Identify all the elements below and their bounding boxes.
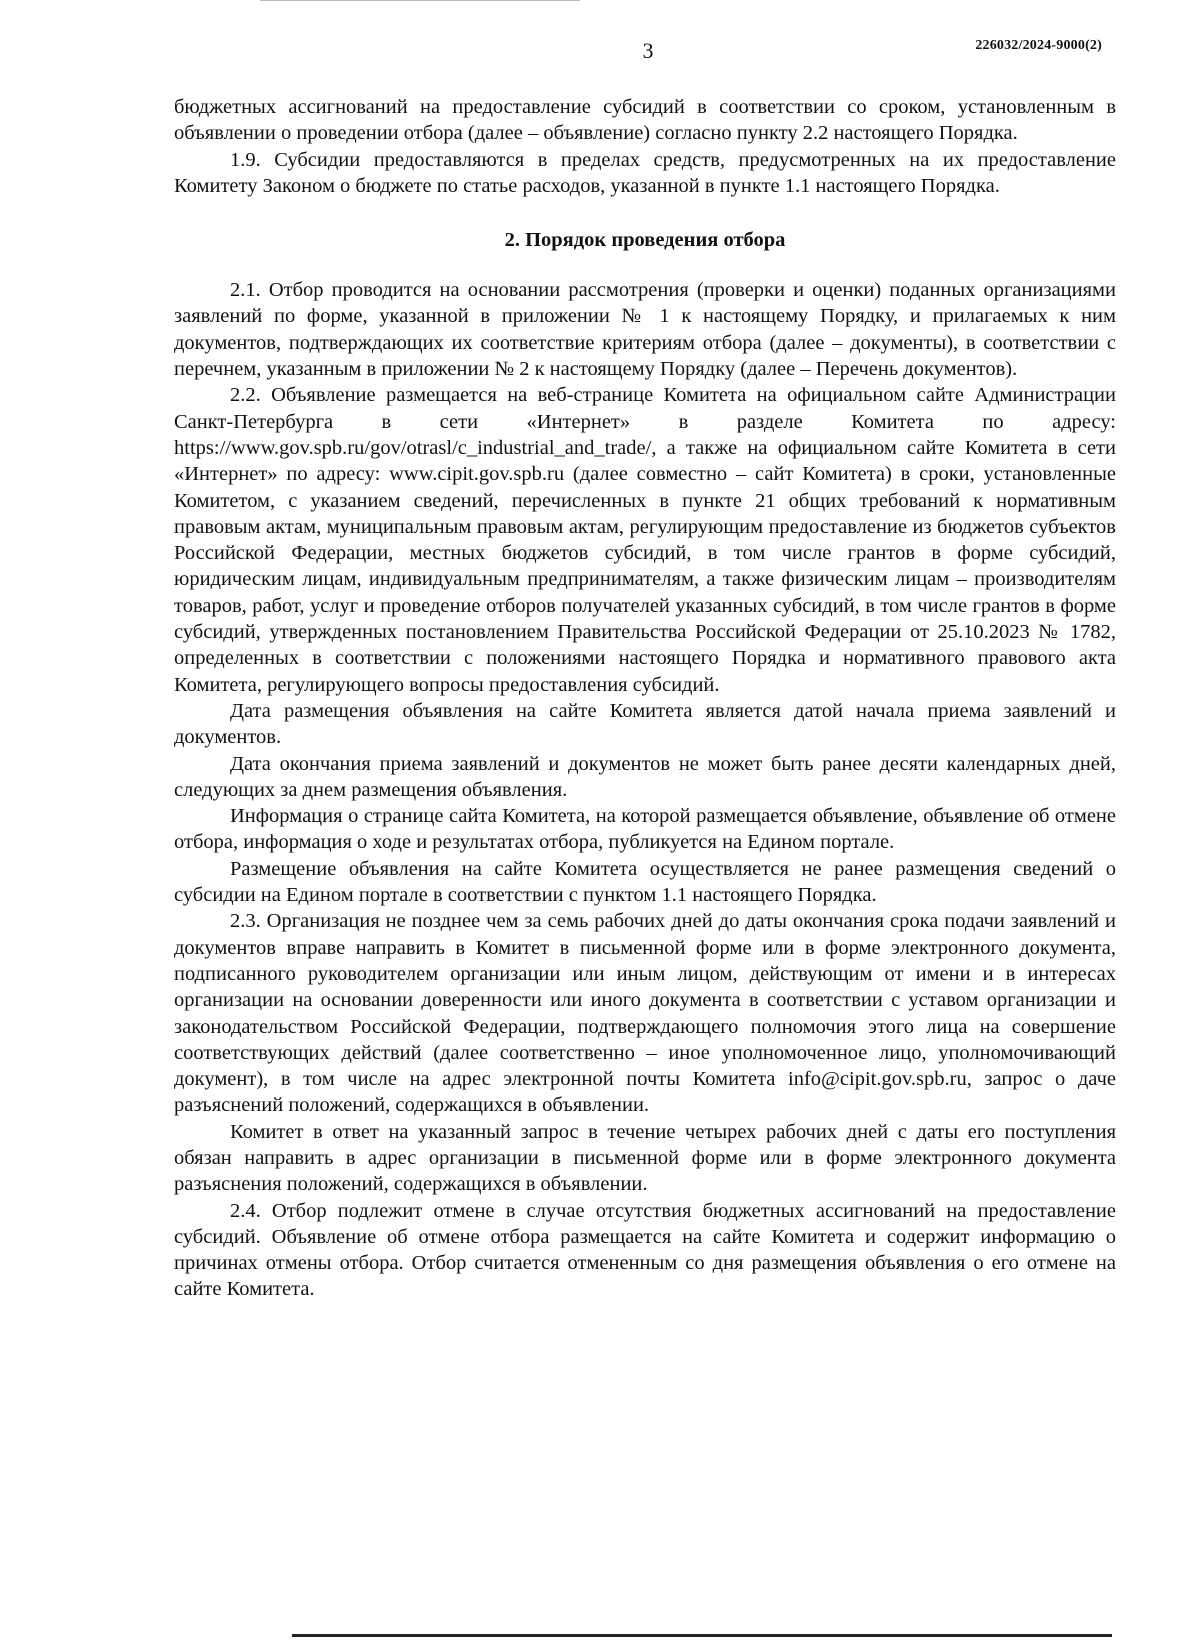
scan-edge-line (260, 0, 580, 1)
paragraph: Дата окончания приема заявлений и документов не может быть ранее десяти календарных дней, следующих за днем размещения объявления. (174, 752, 1116, 801)
scan-bottom-edge (292, 1634, 1112, 1637)
paragraph-2-3: 2.3. Организация не позднее чем за семь рабочих дней до даты окончания срока подачи заявлений и документов вправе направить в Комитет в письменной форме или в форме электронного документа, подписанного руководителем организации или иным лицом, действующим от имени и в интересах организации на основании доверенности или иного документа в соответствии с уставом организации и законодательством Российской Федерации, подтверждающего полномочия этого лица на совершение соответствующих действий (далее соответственно – иное уполномоченное лицо, уполномочивающий документ), в том числе на адрес электронной почты Комитета info@cipit.gov.spb.ru, запрос о даче разъяснений положений, содержащихся в объявлении. (174, 910, 1116, 1117)
paragraph-2-1: 2.1. Отбор проводится на основании рассмотрения (проверки и оценки) поданных организациями заявлений по форме, указанной в приложении № 1 к настоящему Порядку, и прилагаемых к ним документов, подтверждающих их соответствие критериям отбора (далее – документы), в соответствии с перечнем, указанным в приложении № 2 к настоящему Порядку (далее – Перечень документов). (174, 279, 1116, 381)
document-id: 226032/2024-9000(2) (975, 38, 1102, 53)
paragraph: Информация о странице сайта Комитета, на которой размещается объявление, объявление об отмене отбора, информация о ходе и результатах отбора, публикуется на Едином портале. (174, 805, 1116, 854)
paragraph: Комитет в ответ на указанный запрос в течение четырех рабочих дней с даты его поступления обязан направить в адрес организации в письменной форме или в форме электронного документа разъяснения положений, содержащихся в объявлении. (174, 1120, 1116, 1196)
paragraph-1-9: 1.9. Субсидии предоставляются в пределах средств, предусмотренных на их предоставление Комитету Законом о бюджете по статье расходов, указанной в пункте 1.1 настоящего Порядка. (174, 148, 1116, 197)
paragraph: Размещение объявления на сайте Комитета осуществляется не ранее размещения сведений о субсидии на Едином портале в соответствии с пунктом 1.1 настоящего Порядка. (174, 857, 1116, 907)
section-title: 2. Порядок проведения отбора (504, 229, 786, 252)
paragraph: Дата размещения объявления на сайте Комитета является датой начала приема заявлений и документов. (174, 699, 1116, 749)
page-number: 3 (642, 38, 654, 63)
paragraph-2-2: 2.2. Объявление размещается на веб-странице Комитета на официальном сайте Администрации Санкт-Петербурга в сети «Интернет» в разделе Комитета по адресу: https://www.gov.spb.ru/gov/otrasl/c_industrial_and_trade/, а также на официальном сайте Комитета в сети «Интернет» по адресу: www.cipit.gov.spb.ru (далее совместно – сайт Комитета) в сроки, установленные Комитетом, с указанием сведений, перечисленных в пункте 21 общих требований к нормативным правовым актам, муниципальным правовым актам, регулирующим предоставление из бюджетов субъектов Российской Федерации, местных бюджетов субсидий, в том числе грантов в форме субсидий, юридическим лицам, индивидуальным предпринимателям, а также физическим лицам – производителям товаров, работ, услуг и проведение отборов получателей указанных субсидий, в том числе грантов в форме субсидий, утвержденных постановлением Правительства Российской Федерации от 25.10.2023 № 1782, определенных в соответствии с положениями настоящего Порядка и нормативного правового акта Комитета, регулирующего вопросы предоставления субсидий. (174, 384, 1116, 696)
paragraph-2-4: 2.4. Отбор подлежит отмене в случае отсутствия бюджетных ассигнований на предоставление субсидий. Объявление об отмене отбора размещается на сайте Комитета и содержит информацию о причинах отмены отбора. Отбор считается отмененным со дня размещения объявления о его отмене на сайте Комитета. (174, 1199, 1116, 1301)
document-body (174, 94, 1116, 1303)
paragraph-continuation: бюджетных ассигнований на предоставление субсидий в соответствии со сроком, установленным в объявлении о проведении отбора (далее – объявление) согласно пункту 2.2 настоящего Порядка. (174, 96, 1116, 145)
